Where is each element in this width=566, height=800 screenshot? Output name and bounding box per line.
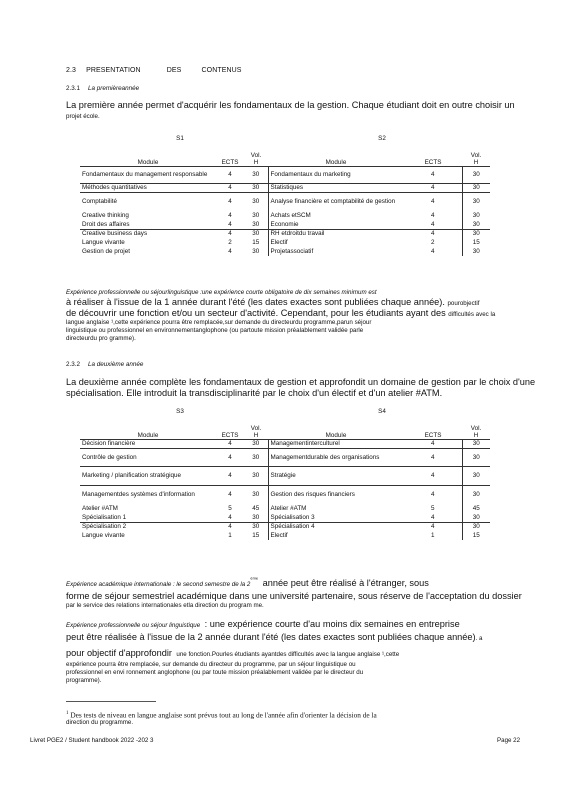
vol-cell: 45 [462,504,490,513]
module-cell: Atelier #ATM [82,505,118,512]
ects-cell: 4 [430,212,435,219]
subsection-number: 2.3.2 [66,361,81,368]
ects-cell: 4 [216,183,244,192]
year1-modules-table [80,144,490,256]
vol-cell: 45 [252,505,260,512]
module-cell: Spécialisation 2 [80,522,216,531]
module-cell: Comptabilité [80,192,216,211]
subsection-title: La premièreannée [88,85,140,92]
ects-cell: 4 [216,466,244,485]
col-header-module: Module [137,158,159,166]
module-cell: Economie [268,220,404,229]
exp-line: programme). [66,677,102,684]
vol-cell: 30 [252,212,260,219]
page-number: Page 22 [497,737,521,744]
subsection-title: La deuxième année [88,361,144,368]
vol-cell: 30 [244,466,268,485]
vol-cell: 30 [244,439,268,448]
ects-cell: 4 [216,439,244,448]
table-row [80,439,490,448]
vol-cell: 30 [244,229,268,238]
footer-left: Livret PGE2 / Student handbook 2022 -202 3 [30,737,154,744]
vol-cell: 30 [252,513,260,521]
vol-cell: 30 [462,247,490,256]
year2-modules-table [80,417,490,540]
col-header-module: Module [325,158,347,166]
table-header-row [80,417,490,439]
ects-cell: 4 [216,522,244,531]
col-header-ects: ECTS [221,158,239,166]
module-cell: Langue vivante [82,532,125,539]
table-row [80,211,490,220]
module-cell: Contrôle de gestion [80,448,216,466]
footnote-separator [66,701,156,702]
ects-cell: 4 [404,485,462,504]
intro-line: La première année permet d'acquérir les fondamentaux de la gestion. Chaque étudiant doit en outre choisir un [66,100,515,110]
module-cell: Gestion des risques financiers [268,485,404,504]
col-header-module: Module [137,431,159,439]
ects-cell: 4 [216,166,244,183]
table-row [80,513,490,522]
experience-paragraph-1 [66,289,526,343]
ects-cell: 4 [228,212,232,219]
section-title-word-3: CONTENUS [201,67,242,74]
intro-paragraph-2 [66,377,546,399]
exp-line: à réaliser à l'issue de la 1 année durant l'été (les dates exactes sont publiées chaque année). pourobjectif [66,297,480,307]
ects-cell: 4 [228,248,232,255]
exp-line: forme de séjour semestriel académique dans une université partenaire, sous réserve de l'acceptation du dossier [66,591,522,601]
ects-cell: 5 [430,505,435,512]
exp-line: Expérience professionnelle ou séjourlinguistique :une expérience courte obligatoire de dix semaines minimum est [66,289,377,296]
table-row [80,522,490,531]
intro-line-2: projet école. [66,113,100,120]
module-cell: RH etdroitdu travail [268,229,404,238]
table-row [80,504,490,513]
col-header-vol: Vol. H [250,424,262,439]
module-cell: Projetassociatif [268,247,404,256]
vol-cell: 30 [462,166,490,183]
ects-cell: 4 [404,448,462,466]
section-number: 2.3 [66,67,77,74]
vol-cell: 15 [462,238,490,247]
table-row [80,531,490,540]
vol-cell: 30 [462,192,490,211]
vol-cell: 30 [244,522,268,531]
col-header-ects: ECTS [424,431,442,439]
table-row [80,448,490,466]
ects-cell: 4 [404,192,462,211]
vol-cell: 30 [244,183,268,192]
vol-cell: 30 [244,448,268,466]
module-cell: Gestion de projet [82,248,130,255]
vol-cell: 30 [252,248,260,255]
section-heading [66,67,242,74]
vol-cell: 30 [252,220,260,228]
ects-cell: 4 [216,448,244,466]
exp-line: Expérience académique internationale : le second semestre de la 2ème année peut être réalisé à l'étranger, sous [66,575,429,588]
ects-cell: 2 [430,239,435,246]
module-cell: Droit des affaires [82,220,130,228]
col-header-ects: ECTS [424,158,442,166]
ects-cell: 1 [228,532,232,539]
section-title-word-2: DES [166,67,182,74]
vol-cell: 30 [244,192,268,211]
module-cell: Electif [268,531,404,540]
ects-cell: 4 [430,220,435,228]
footnote-text: direction du programme. [66,719,134,727]
vol-cell: 30 [462,211,490,220]
col-header-vol: Vol. H [470,424,482,439]
col-header-vol: Vol. H [470,151,482,166]
module-cell: Spécialisation 3 [268,513,404,522]
ects-cell: 4 [216,192,244,211]
ects-cell: 5 [228,505,232,512]
module-cell: Creative thinking [82,212,129,219]
intro-paragraph-1 [66,100,536,111]
vol-cell: 30 [462,220,490,229]
module-cell: Statistiques [268,183,404,192]
subsection-heading-2 [66,361,143,368]
exp-line: pour objectif d'approfondir une fonction.Pourles étudiants ayantdes difficultés avec la langue anglaise ¹,cette [66,648,400,658]
ects-cell: 1 [430,532,435,539]
experience-paragraph-2 [66,573,526,610]
module-cell: Managementdurable des organisations [268,448,404,466]
vol-cell: 30 [462,513,490,522]
table-row [80,229,490,238]
exp-line: professionnel en envi ronnement anglophone (ou par toute mission préalablement validée par le directeur du [66,669,364,676]
vol-cell: 15 [462,531,490,540]
vol-cell: 30 [462,448,490,466]
table-row [80,220,490,229]
module-cell: Fondamentaux du marketing [268,166,404,183]
col-header-vol: Vol. H [250,151,262,166]
col-header-ects: ECTS [221,431,239,439]
footnote-text: Des tests de niveau en langue anglaise sont prévus tout au long de l'année afin d'orienter la décision de la [70,710,377,720]
module-cell: Fondamentaux du management responsable [80,166,216,183]
exp-line: peut être réalisée à l'issue de la 2 année durant l'été (les dates exactes sont publiées chaque année). a [66,632,483,642]
module-cell: Méthodes quantitatives [80,183,216,192]
table-row [80,192,490,211]
module-cell: Creative business days [80,229,216,238]
exp-line: Expérience professionnelle ou séjour linguistique : une expérience courte d'au moins dix semaines en entreprise [66,619,460,629]
vol-cell: 30 [462,485,490,504]
ects-cell: 2 [228,239,232,246]
vol-cell: 15 [252,239,260,246]
exp-line: de découvrir une fonction et/ou un secteur d'activité. Cependant, pour les étudiants ayant des difficultés avec la [66,308,496,318]
exp-line: directeurdu pro gramme). [66,335,136,342]
module-cell: Stratégie [268,466,404,485]
module-cell: Electif [268,238,404,247]
intro-line: spécialisation. Elle introduit la transdisciplinarité par le choix d'un électif et d'un atelier #ATM. [66,388,443,398]
vol-cell: 30 [462,466,490,485]
module-cell: Managementdes systèmes d'information [80,485,216,504]
exp-line: linguistique ou professionnel en environnementanglophone (ou partoute mission préalablement validée parle [66,327,364,334]
intro-line: La deuxième année complète les fondamentaux de gestion et approfondit un domaine de gestion par le choix d'une [66,377,536,387]
ects-cell: 4 [404,466,462,485]
vol-cell: 30 [462,229,490,238]
ects-cell: 4 [404,229,462,238]
table-header-row [80,144,490,166]
table-row [80,166,490,183]
table-row [80,238,490,247]
ects-cell: 4 [430,248,435,255]
experience-paragraph-3 [66,614,526,685]
ects-cell: 4 [216,485,244,504]
semester-label-s4: S4 [378,408,386,415]
vol-cell: 30 [462,439,490,448]
module-cell: Atelier #ATM [268,504,404,513]
semester-label-s2: S2 [378,135,386,142]
table-row [80,247,490,256]
module-cell: Spécialisation 1 [82,513,127,521]
ects-cell: 4 [404,183,462,192]
module-cell: Analyse financière et comptabilité de gestion [268,192,404,211]
exp-line: langue anglaise ¹,cette expérience pourra être remplacée,sur demande du directeurdu programme,parun séjour [66,319,372,326]
module-cell: Managementinterculturel [268,439,404,448]
col-header-module: Module [325,431,347,439]
module-cell: Spécialisation 4 [268,522,404,531]
ects-cell: 4 [228,513,232,521]
semester-label-s3: S3 [176,408,184,415]
footnote-mark: 1 [66,711,69,716]
vol-cell: 30 [244,485,268,504]
vol-cell: 30 [462,183,490,192]
ects-cell: 4 [228,220,232,228]
subsection-number: 2.3.1 [66,85,81,92]
vol-cell: 15 [252,532,260,539]
vol-cell: 30 [462,522,490,531]
ects-cell: 4 [404,166,462,183]
table-row [80,485,490,504]
ects-cell: 4 [216,229,244,238]
module-cell: Décision financière [80,439,216,448]
module-cell: Marketing / planification stratégique [80,466,216,485]
exp-line: par le service des relations internationales etla direction du program me. [66,602,264,609]
exp-line: expérience pourra être remplacée, sur demande du directeur du programme, par un séjour linguistique ou [66,661,356,668]
ects-cell: 4 [404,522,462,531]
subsection-heading-1 [66,85,139,92]
ects-cell: 4 [404,439,462,448]
module-cell: Langue vivante [82,239,125,246]
semester-label-s1: S1 [176,135,184,142]
table-row [80,466,490,485]
footnote [66,709,536,727]
table-row [80,183,490,192]
section-title-word-1: PRESENTATION [86,67,141,74]
vol-cell: 30 [244,166,268,183]
ects-cell: 4 [430,513,435,521]
module-cell: Achats etSCM [268,211,404,220]
